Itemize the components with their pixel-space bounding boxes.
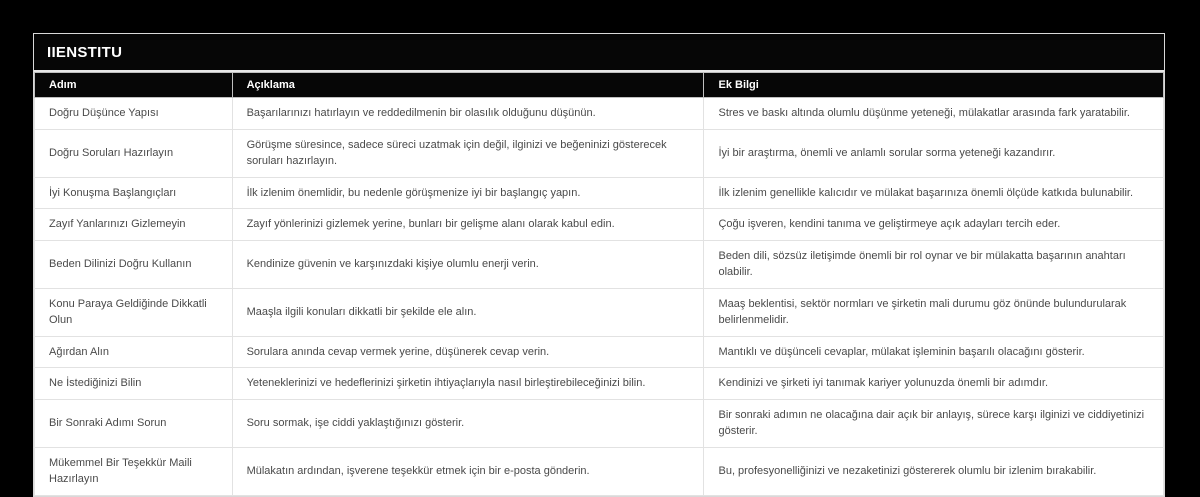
- table-card: [33, 33, 1165, 497]
- cell-adim: Beden Dilinizi Doğru Kullanın: [35, 240, 233, 288]
- cell-ek-bilgi: Mantıklı ve düşünceli cevaplar, mülakat işleminin başarılı olacağını gösterir.: [704, 336, 1164, 368]
- table-row: [35, 129, 1164, 177]
- cell-ek-bilgi: Bu, profesyonelliğinizi ve nezaketinizi göstererek olumlu bir izlenim bırakabilir.: [704, 447, 1164, 495]
- table-row: [35, 209, 1164, 241]
- cell-ek-bilgi: Maaş beklentisi, sektör normları ve şirketin mali durumu göz önünde bulundurularak belirlenmelidir.: [704, 288, 1164, 336]
- cell-adim: Zayıf Yanlarınızı Gizlemeyin: [35, 209, 233, 241]
- table-row: [35, 177, 1164, 209]
- cell-ek-bilgi: İlk izlenim genellikle kalıcıdır ve mülakat başarınıza önemli ölçüde katkıda bulunabilir.: [704, 177, 1164, 209]
- cell-ek-bilgi: Stres ve baskı altında olumlu düşünme yeteneği, mülakatlar arasında fark yaratabilir.: [704, 98, 1164, 130]
- column-header-ek-bilgi: Ek Bilgi: [704, 73, 1164, 98]
- cell-aciklama: Başarılarınızı hatırlayın ve reddedilmenin bir olasılık olduğunu düşünün.: [232, 98, 704, 130]
- cell-ek-bilgi: Kendinizi ve şirketi iyi tanımak kariyer yolunuzda önemli bir adımdır.: [704, 368, 1164, 400]
- cell-aciklama: Görüşme süresince, sadece süreci uzatmak için değil, ilginizi ve beğeninizi gösterecek soruları hazırlayın.: [232, 129, 704, 177]
- cell-ek-bilgi: Bir sonraki adımın ne olacağına dair açık bir anlayış, sürece karşı ilginizi ve ciddiyetinizi gösterir.: [704, 399, 1164, 447]
- cell-adim: Mükemmel Bir Teşekkür Maili Hazırlayın: [35, 447, 233, 495]
- cell-adim: Doğru Soruları Hazırlayın: [35, 129, 233, 177]
- table-row: [35, 240, 1164, 288]
- cell-ek-bilgi: Çoğu işveren, kendini tanıma ve geliştirmeye açık adayları tercih eder.: [704, 209, 1164, 241]
- cell-aciklama: İlk izlenim önemlidir, bu nedenle görüşmenize iyi bir başlangıç yapın.: [232, 177, 704, 209]
- cell-aciklama: Mülakatın ardından, işverene teşekkür etmek için bir e-posta gönderin.: [232, 447, 704, 495]
- column-header-adim: Adım: [35, 73, 233, 98]
- table-row: [35, 399, 1164, 447]
- cell-aciklama: Yeteneklerinizi ve hedeflerinizi şirketin ihtiyaçlarıyla nasıl birleştirebileceğinizi bilin.: [232, 368, 704, 400]
- cell-adim: Bir Sonraki Adımı Sorun: [35, 399, 233, 447]
- column-header-aciklama: Açıklama: [232, 73, 704, 98]
- cell-aciklama: Maaşla ilgili konuları dikkatli bir şekilde ele alın.: [232, 288, 704, 336]
- page-title: IIENSTITU: [34, 34, 1164, 72]
- table-row: [35, 288, 1164, 336]
- interview-tips-table: [34, 72, 1164, 496]
- cell-aciklama: Sorulara anında cevap vermek yerine, düşünerek cevap verin.: [232, 336, 704, 368]
- table-row: [35, 98, 1164, 130]
- cell-aciklama: Kendinize güvenin ve karşınızdaki kişiye olumlu enerji verin.: [232, 240, 704, 288]
- table-header-row: [35, 73, 1164, 98]
- cell-adim: Ne İstediğinizi Bilin: [35, 368, 233, 400]
- table-row: [35, 447, 1164, 495]
- cell-adim: Doğru Düşünce Yapısı: [35, 98, 233, 130]
- cell-ek-bilgi: Beden dili, sözsüz iletişimde önemli bir rol oynar ve bir mülakatta başarının anahtarı olabilir.: [704, 240, 1164, 288]
- cell-adim: Konu Paraya Geldiğinde Dikkatli Olun: [35, 288, 233, 336]
- cell-ek-bilgi: İyi bir araştırma, önemli ve anlamlı sorular sorma yeteneği kazandırır.: [704, 129, 1164, 177]
- cell-adim: İyi Konuşma Başlangıçları: [35, 177, 233, 209]
- table-row: [35, 336, 1164, 368]
- cell-aciklama: Soru sormak, işe ciddi yaklaştığınızı gösterir.: [232, 399, 704, 447]
- cell-aciklama: Zayıf yönlerinizi gizlemek yerine, bunları bir gelişme alanı olarak kabul edin.: [232, 209, 704, 241]
- cell-adim: Ağırdan Alın: [35, 336, 233, 368]
- table-row: [35, 368, 1164, 400]
